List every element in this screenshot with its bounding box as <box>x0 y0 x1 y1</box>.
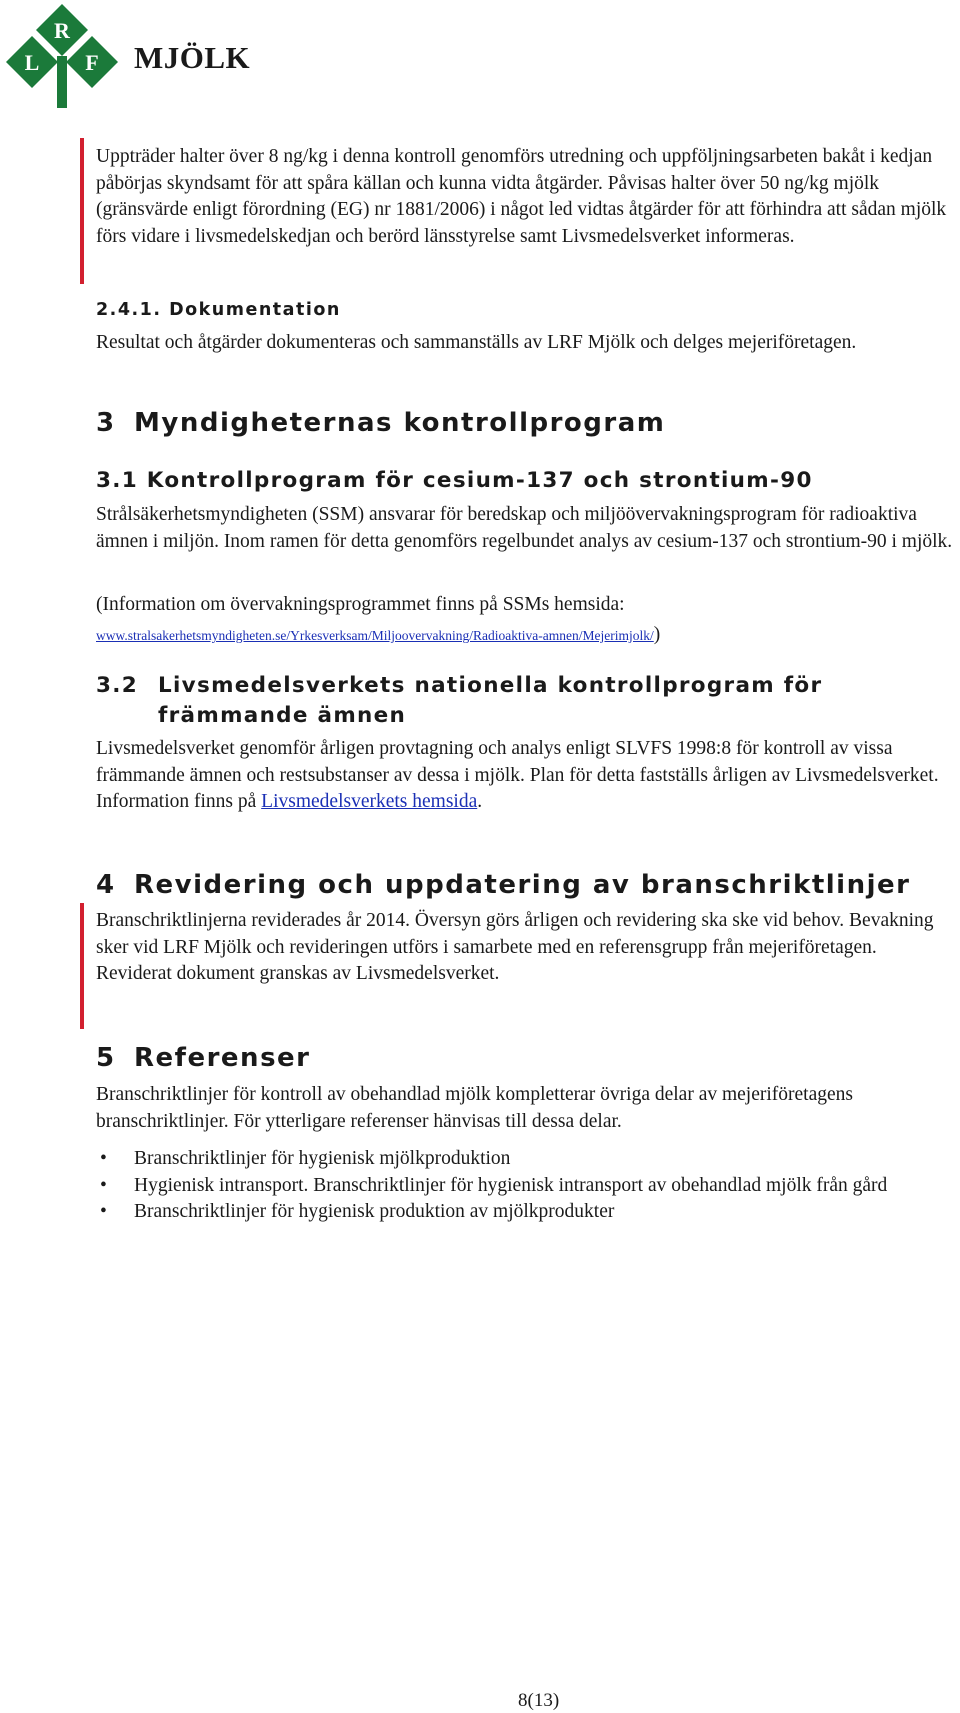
reference-list <box>96 1146 956 1226</box>
revidering-text: Branschriktlinjerna reviderades år 2014. Översyn görs årligen och revidering ska ske vid behov. Bevakning sker vid LRF Mjölk och revideringen utförs i samarbete med en referensgrupp från mejeriföretagen. Reviderat dokument granskas av Livsmedelsverket. <box>96 910 934 985</box>
heading-3-title: Myndigheternas kontrollprogram <box>134 408 666 438</box>
revidering-paragraph <box>96 908 956 988</box>
reference-item-text: Hygienisk intransport. Branschriktlinjer för hygienisk intransport av obehandlad mjölk från gård <box>134 1174 888 1196</box>
bullet-icon: • <box>100 1174 107 1196</box>
list-item <box>96 1146 956 1173</box>
list-item <box>96 1173 956 1200</box>
heading-3-2-number: 3.2 <box>96 673 138 698</box>
ssm-url-line <box>96 624 660 646</box>
ssm-info-text: (Information om övervakningsprogrammet finns på SSMs hemsida: <box>96 594 625 615</box>
revision-change-bar <box>80 138 84 284</box>
heading-3-2-title-line1: Livsmedelsverkets nationella kontrollprogram för <box>158 673 823 698</box>
list-item <box>96 1199 956 1226</box>
heading-3-2-title-line2: främmande ämnen <box>158 703 407 728</box>
referenser-text: Branschriktlinjer för kontroll av obehandlad mjölk kompletterar övriga delar av mejeriföretagens branschriktlinjer. För ytterligare referenser hänvisas till dessa delar. <box>96 1084 853 1132</box>
ssm-paragraph <box>96 502 956 555</box>
heading-4-title: Revidering och uppdatering av branschriktlinjer <box>134 870 911 900</box>
lrf-mjolk-logo <box>0 2 260 112</box>
ssm-url-link[interactable]: www.stralsakerhetsmyndigheten.se/Yrkesverksam/Miljoovervakning/Radioaktiva-amnen/Mejerimjolk/ <box>96 628 654 643</box>
livsmedelsverket-paragraph <box>96 736 956 816</box>
logo-letter-f: F <box>85 50 99 75</box>
logo-letter-l: L <box>24 50 40 75</box>
referenser-paragraph <box>96 1082 956 1135</box>
ssm-info-line <box>96 592 956 619</box>
heading-3 <box>96 408 665 438</box>
heading-2-4-1: 2.4.1. Dokumentation <box>96 300 341 320</box>
heading-5 <box>96 1043 311 1073</box>
reference-item-text: Branschriktlinjer för hygienisk produktion av mjölkprodukter <box>134 1201 615 1223</box>
heading-5-title: Referenser <box>134 1043 311 1073</box>
heading-3-1: 3.1 Kontrollprogram för cesium-137 och strontium-90 <box>96 468 813 493</box>
lrf-clover-icon <box>0 2 130 110</box>
livsmedelsverket-text <box>96 736 956 816</box>
dokumentation-paragraph <box>96 330 956 357</box>
page-number: 8(13) <box>518 1690 560 1711</box>
dokumentation-text: Resultat och åtgärder dokumenteras och sammanställs av LRF Mjölk och delges mejeriföretagen. <box>96 332 857 353</box>
heading-3-2 <box>96 671 822 731</box>
livsmedelsverket-body: Livsmedelsverket genomför årligen provtagning och analys enligt SLVFS 1998:8 för kontroll av vissa främmande ämnen och restsubstanser av dessa i mjölk. Plan för detta fastställs årligen av Livsmedelsverket. Information finns på <box>96 738 939 813</box>
heading-5-number: 5 <box>96 1043 116 1073</box>
heading-4-number: 4 <box>96 870 116 900</box>
bullet-icon: • <box>100 1201 107 1223</box>
ssm-text: Strålsäkerhetsmyndigheten (SSM) ansvarar för beredskap och miljöövervakningsprogram för radioaktiva ämnen i miljön. Inom ramen för detta genomförs regelbundet analys av cesium-137 och strontium-90 i mjölk. <box>96 504 953 552</box>
heading-4 <box>96 870 910 900</box>
livsmedelsverket-tail: . <box>477 791 483 813</box>
livsmedelsverkets-hemsida-link[interactable]: Livsmedelsverkets hemsida <box>261 791 478 813</box>
intro-paragraph <box>96 144 956 250</box>
logo-letter-r: R <box>54 18 70 43</box>
ssm-url-close-paren: ) <box>653 624 661 645</box>
logo-wordmark: MJÖLK <box>134 40 251 75</box>
revision-change-bar <box>80 903 84 1029</box>
intro-text: Uppträder halter över 8 ng/kg i denna kontroll genomförs utredning och uppföljningsarbeten bakåt i kedjan påbörjas skyndsamt för att spåra källan och kunna vidta åtgärder. Påvisas halter över 50 ng/kg mjölk (gränsvärde enligt förordning (EG) nr 1881/2006) i något led vidtas åtgärder för att förhindra att sådan mjölk förs vidare i livsmedelskedjan och berörd länsstyrelse samt Livsmedelsverket informeras. <box>96 146 947 247</box>
bullet-icon: • <box>100 1148 107 1169</box>
reference-item-text: Branschriktlinjer för hygienisk mjölkproduktion <box>134 1148 511 1169</box>
heading-3-number: 3 <box>96 408 116 438</box>
